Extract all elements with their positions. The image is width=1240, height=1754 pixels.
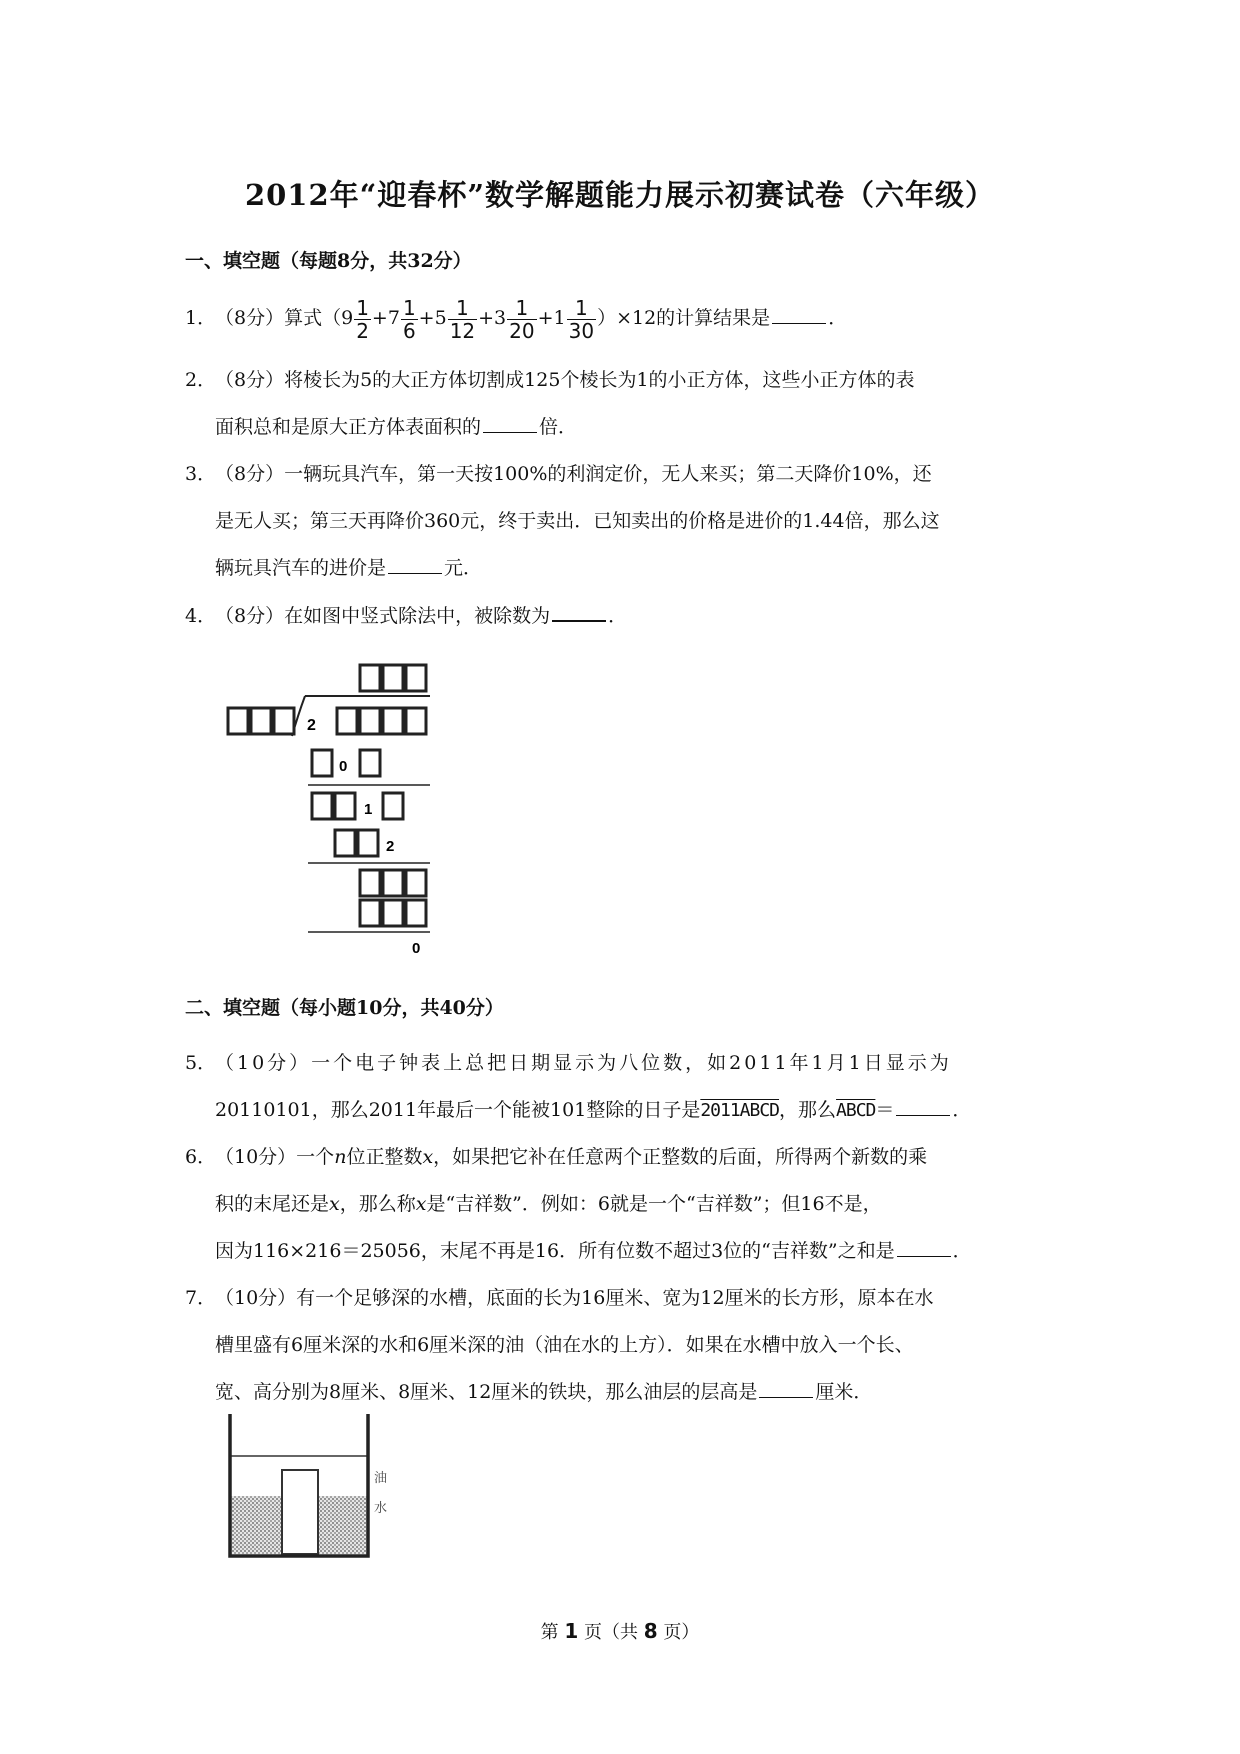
digit-box bbox=[358, 830, 378, 856]
digit-box bbox=[360, 750, 380, 776]
denominator: 20 bbox=[509, 318, 535, 343]
overlined-number: ABCD bbox=[836, 1100, 876, 1121]
digit-box bbox=[312, 750, 332, 776]
question-number: 3． bbox=[185, 463, 217, 485]
digit-label: 1 bbox=[364, 801, 373, 818]
question-text: 辆玩具汽车的进价是 bbox=[215, 557, 387, 579]
question-text: 20110101，那么2011年最后一个能被101整除的日子是 bbox=[215, 1099, 701, 1121]
question-text-line: 是无人买；第三天再降价360元，终于卖出．已知卖出的价格是进价的1.44倍，那么这 bbox=[215, 510, 940, 532]
answer-blank[interactable] bbox=[772, 322, 826, 324]
numerator: 1 bbox=[356, 295, 369, 320]
digit-label: 0 bbox=[339, 758, 348, 775]
long-division-figure bbox=[220, 660, 440, 960]
question-text-line bbox=[185, 545, 1065, 592]
variable: x bbox=[329, 1193, 340, 1215]
digit-box bbox=[406, 708, 426, 734]
question-text: （10分）有一个足够深的水槽，底面的长为16厘米、宽为12厘米的长方形，原本在水 bbox=[215, 1287, 934, 1309]
footer-text: 页（共 bbox=[584, 1622, 638, 1643]
section-heading-1: 一、填空题（每题8分，共32分） bbox=[185, 250, 472, 272]
denominator: 2 bbox=[356, 318, 369, 343]
operator-text: +5 bbox=[418, 307, 447, 329]
digit-box bbox=[360, 665, 380, 691]
digit-box bbox=[312, 793, 332, 819]
digit-box bbox=[228, 708, 248, 734]
footer-text: 页） bbox=[663, 1622, 700, 1643]
question-text: （10分）一个电子钟表上总把日期显示为八位数，如2011年1月1日显示为 bbox=[215, 1052, 952, 1074]
denominator: 6 bbox=[402, 318, 416, 343]
digit-box bbox=[251, 708, 271, 734]
question-text-line bbox=[185, 1369, 1065, 1416]
page-footer bbox=[0, 1618, 1240, 1644]
oil-label: 油 bbox=[374, 1471, 388, 1486]
total-pages: 8 bbox=[643, 1619, 658, 1643]
question-text: 因为116×216＝25056，末尾不再是16．所有位数不超过3位的“吉祥数”之和是 bbox=[215, 1240, 895, 1262]
denominator: 12 bbox=[449, 318, 476, 343]
question-text: ． bbox=[952, 1240, 972, 1262]
question-6 bbox=[185, 1134, 1065, 1275]
operator-text: +3 bbox=[478, 307, 507, 329]
water-label: 水 bbox=[374, 1501, 388, 1516]
water-tank-figure bbox=[220, 1410, 410, 1560]
question-text: ． bbox=[828, 307, 848, 329]
digit-box bbox=[383, 793, 403, 819]
question-text: 积的末尾还是 bbox=[215, 1193, 330, 1215]
question-text-line: 槽里盛有6厘米深的水和6厘米深的油（油在水的上方）．如果在水槽中放入一个长、 bbox=[215, 1334, 914, 1356]
numerator: 1 bbox=[402, 295, 416, 320]
digit-box bbox=[335, 830, 355, 856]
question-text: （10分）一个 bbox=[215, 1146, 335, 1168]
operator-text: +1 bbox=[537, 307, 566, 329]
question-text-line bbox=[185, 404, 1065, 451]
digit-label: 2 bbox=[307, 717, 316, 734]
digit-box bbox=[406, 665, 426, 691]
question-number: 5． bbox=[185, 1052, 217, 1074]
question-number: 1． bbox=[185, 307, 217, 329]
question-text-line bbox=[185, 1087, 1065, 1134]
fraction bbox=[507, 297, 536, 342]
question-text: ． bbox=[952, 1099, 972, 1121]
question-number: 4． bbox=[185, 605, 217, 627]
fraction bbox=[448, 297, 477, 342]
digit-box bbox=[360, 900, 380, 926]
numerator: 1 bbox=[507, 297, 536, 320]
digit-label: 0 bbox=[412, 940, 421, 957]
question-text: 厘米． bbox=[815, 1381, 873, 1403]
question-text: ，那么 bbox=[779, 1099, 837, 1121]
question-text: 面积总和是原大正方体表面积的 bbox=[215, 416, 482, 438]
digit-box bbox=[335, 793, 355, 819]
quotient-boxes bbox=[360, 665, 426, 691]
numerator: 1 bbox=[448, 297, 477, 320]
footer-text: 第 bbox=[540, 1622, 559, 1643]
question-text: 位正整数 bbox=[346, 1146, 423, 1168]
question-text: （8分）一辆玩具汽车，第一天按100%的利润定价，无人来买；第二天降价10%，还 bbox=[215, 463, 932, 485]
digit-box bbox=[383, 900, 403, 926]
divisor-boxes bbox=[228, 708, 294, 734]
question-4 bbox=[185, 593, 1065, 640]
question-text: 宽、高分别为8厘米、8厘米、12厘米的铁块，那么油层的层高是 bbox=[215, 1381, 758, 1403]
question-text-line bbox=[185, 1228, 1065, 1275]
fraction bbox=[567, 297, 596, 342]
question-text: （8分）将棱长为5的大正方体切割成125个棱长为1的小正方体，这些小正方体的表 bbox=[215, 369, 915, 391]
question-text: ＝ bbox=[875, 1099, 895, 1121]
question-text: （8分）在如图中竖式除法中，被除数为 bbox=[215, 605, 551, 627]
question-2 bbox=[185, 357, 1065, 451]
question-number: 2． bbox=[185, 369, 217, 391]
question-text-line bbox=[185, 1181, 1065, 1228]
question-text: 是“吉祥数”．例如：6就是一个“吉祥数”；但16不是， bbox=[426, 1193, 882, 1215]
answer-blank[interactable] bbox=[552, 619, 606, 622]
question-3 bbox=[185, 451, 1065, 592]
digit-box bbox=[360, 870, 380, 896]
answer-blank[interactable] bbox=[896, 1114, 950, 1116]
question-text: ． bbox=[608, 605, 628, 627]
digit-box bbox=[274, 708, 294, 734]
fraction bbox=[401, 297, 418, 342]
question-1 bbox=[185, 295, 1065, 342]
digit-box bbox=[337, 708, 357, 734]
page-title: 2012年“迎春杯”数学解题能力展示初赛试卷（六年级） bbox=[244, 178, 996, 212]
overlined-number: 2011ABCD bbox=[700, 1100, 780, 1121]
digit-box bbox=[383, 665, 403, 691]
question-text: ）×12的计算结果是 bbox=[597, 307, 771, 329]
section-heading-2: 二、填空题（每小题10分，共40分） bbox=[185, 997, 504, 1019]
question-text: ，如果把它补在任意两个正整数的后面，所得两个新数的乘 bbox=[433, 1146, 928, 1168]
iron-block bbox=[282, 1470, 318, 1554]
operator-text: +7 bbox=[371, 307, 400, 329]
fraction bbox=[354, 297, 371, 342]
digit-box bbox=[383, 708, 403, 734]
answer-blank[interactable] bbox=[759, 1396, 813, 1398]
answer-blank[interactable] bbox=[897, 1255, 951, 1257]
question-number: 6． bbox=[185, 1146, 217, 1168]
variable: x bbox=[415, 1193, 427, 1215]
page-number: 1 bbox=[564, 1619, 579, 1643]
dividend-boxes bbox=[337, 708, 426, 734]
question-5 bbox=[185, 1040, 1065, 1134]
digit-box bbox=[406, 900, 426, 926]
digit-box bbox=[360, 708, 380, 734]
question-text: 元． bbox=[444, 557, 483, 579]
question-text: ，那么称 bbox=[339, 1193, 416, 1215]
variable: x bbox=[422, 1146, 434, 1168]
question-text: 倍． bbox=[539, 416, 578, 438]
denominator: 30 bbox=[568, 318, 595, 343]
question-7 bbox=[185, 1275, 1065, 1416]
digit-box bbox=[383, 870, 403, 896]
digit-box bbox=[406, 870, 426, 896]
answer-blank[interactable] bbox=[483, 431, 537, 433]
question-number: 7． bbox=[185, 1287, 217, 1309]
numerator: 1 bbox=[567, 297, 596, 320]
question-text: （8分）算式（9 bbox=[215, 307, 354, 329]
variable: n bbox=[334, 1146, 347, 1168]
digit-label: 2 bbox=[386, 838, 395, 855]
answer-blank[interactable] bbox=[388, 572, 442, 574]
